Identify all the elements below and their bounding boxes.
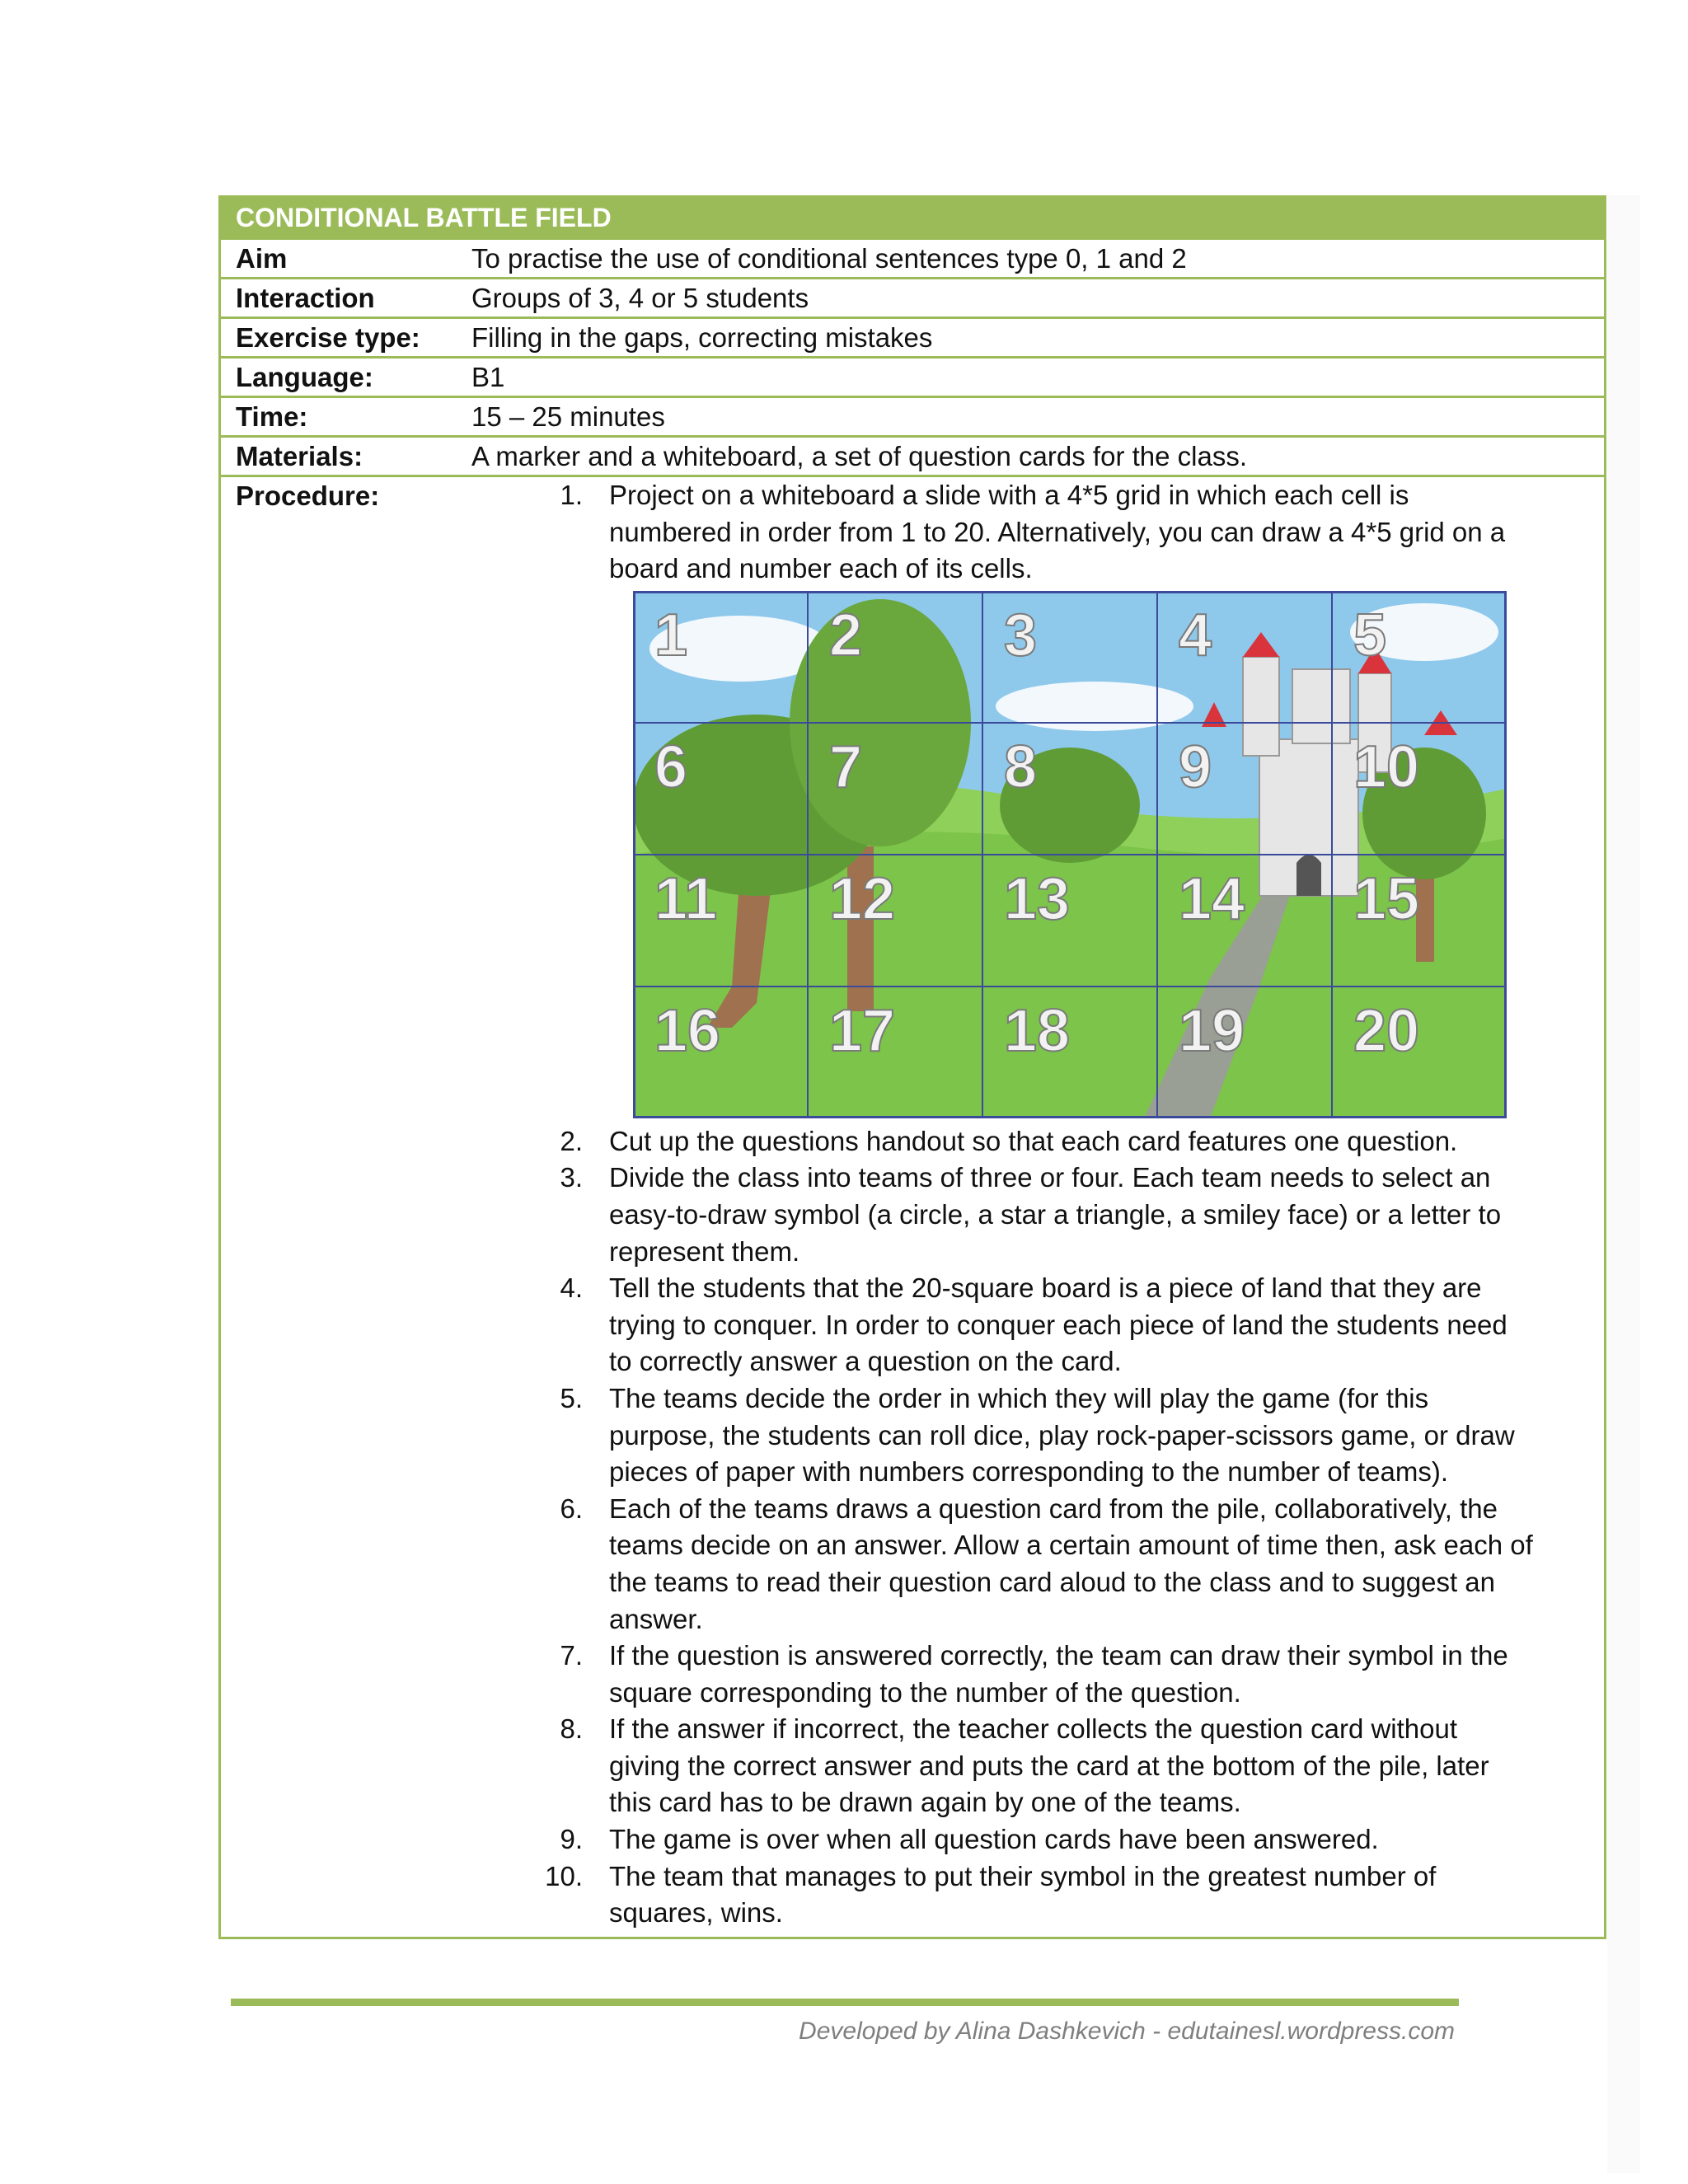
- row-exercise-type: [221, 316, 1604, 356]
- step-text: [583, 1638, 1555, 1711]
- row-procedure: [221, 475, 1604, 1937]
- step-line: the teams to read their question card aloud to the class and to suggest an: [609, 1566, 1496, 1597]
- grid-cell-number: 6: [654, 733, 688, 800]
- row-label: Time:: [236, 401, 308, 432]
- row-label: Procedure:: [236, 480, 380, 511]
- step-line: Tell the students that the 20-square board is a piece of land that they are: [609, 1272, 1482, 1304]
- row-value: A marker and a whiteboard, a set of question cards for the class.: [471, 441, 1247, 471]
- castle-door: [1296, 855, 1321, 896]
- grid-cell-number: 7: [829, 733, 863, 800]
- step-line: Each of the teams draws a question card from the pile, collaboratively, the: [609, 1493, 1498, 1524]
- row-label: Language:: [236, 362, 373, 392]
- battlefield-grid-svg: [633, 591, 1507, 1118]
- step-line: squares, wins.: [609, 1897, 783, 1929]
- step-line: teams decide on an answer. Allow a certain amount of time then, ask each of: [609, 1530, 1533, 1561]
- step-text: [583, 1380, 1555, 1491]
- grid-cell-number: 14: [1179, 865, 1245, 932]
- step-number: 6.: [560, 1493, 583, 1524]
- row-language: [221, 356, 1604, 396]
- castle-tower: [1292, 669, 1350, 743]
- procedure-step: [471, 1123, 1604, 1160]
- step-text: [583, 1270, 1555, 1380]
- procedure-list: [471, 477, 1604, 1937]
- footer-divider: [231, 1999, 1459, 2006]
- grid-cell-number: 12: [829, 865, 896, 932]
- grid-cell-number: 11: [654, 865, 718, 932]
- step-number: 8.: [560, 1713, 583, 1745]
- step-text: [583, 1123, 1555, 1160]
- row-value: To practise the use of conditional sentences type 0, 1 and 2: [471, 243, 1187, 274]
- step-line: Project on a whiteboard a slide with a 4*5 grid in which each cell is: [609, 480, 1409, 510]
- row-value: B1: [471, 362, 505, 392]
- page-edge-shade: [1607, 195, 1640, 2173]
- step-line: this card has to be drawn again by one of the teams.: [609, 1787, 1241, 1818]
- row-label: Materials:: [236, 441, 363, 471]
- grid-cell-number: 16: [654, 997, 721, 1064]
- step-text: [583, 1858, 1555, 1932]
- step-line: The team that manages to put their symbol in the greatest number of: [609, 1860, 1437, 1891]
- grid-cell-number: 15: [1353, 865, 1420, 932]
- grid-cell-number: 9: [1179, 733, 1212, 800]
- step-line: purpose, the students can roll dice, play rock-paper-scissors game, or draw: [609, 1419, 1515, 1451]
- procedure-step: [471, 1821, 1604, 1858]
- procedure-step: [471, 1491, 1604, 1638]
- step-number: 4.: [560, 1272, 583, 1304]
- procedure-step: [471, 1270, 1604, 1380]
- row-value: Filling in the gaps, correcting mistakes: [471, 322, 933, 353]
- step-number: 1.: [560, 480, 583, 510]
- procedure-step: [471, 1160, 1604, 1270]
- step-line: pieces of paper with numbers corresponding to the number of teams).: [609, 1456, 1449, 1488]
- procedure-step: [471, 477, 1604, 588]
- step-text: [583, 1160, 1555, 1270]
- step-number: 7.: [560, 1640, 583, 1671]
- table-title: CONDITIONAL BATTLE FIELD: [221, 198, 1604, 237]
- grid-cell-number: 19: [1179, 997, 1245, 1064]
- grid-cell-number: 4: [1179, 602, 1212, 668]
- row-label: Aim: [236, 243, 288, 274]
- grid-cell-number: 1: [654, 602, 688, 668]
- step-number: 9.: [560, 1824, 583, 1855]
- grid-cell-number: 3: [1004, 602, 1038, 668]
- step-line: If the answer if incorrect, the teacher collects the question card without: [609, 1713, 1458, 1745]
- step-text: [583, 1821, 1555, 1858]
- step-line: The teams decide the order in which they will play the game (for this: [609, 1382, 1429, 1413]
- step-line: board and number each of its cells.: [609, 553, 1033, 584]
- procedure-step: [471, 1638, 1604, 1711]
- castle-tower: [1243, 657, 1279, 756]
- step-line: trying to conquer. In order to conquer each piece of land the students need: [609, 1309, 1507, 1340]
- procedure-step: [471, 1380, 1604, 1491]
- row-label: Interaction: [236, 283, 375, 313]
- row-aim: [221, 237, 1604, 277]
- step-text: [583, 1491, 1555, 1638]
- grid-cell-number: 13: [1004, 865, 1071, 932]
- row-interaction: [221, 277, 1604, 316]
- grid-cell-number: 2: [829, 602, 863, 668]
- grid-cell-number: 17: [829, 997, 896, 1064]
- step-number: 3.: [560, 1162, 583, 1193]
- step-line: Cut up the questions handout so that each card features one question.: [609, 1125, 1458, 1156]
- step-number: 2.: [560, 1125, 583, 1156]
- step-line: Divide the class into teams of three or four. Each team needs to select an: [609, 1162, 1491, 1193]
- step-number: 5.: [560, 1382, 583, 1413]
- row-value: 15 – 25 minutes: [471, 401, 665, 432]
- step-line: numbered in order from 1 to 20. Alternatively, you can draw a 4*5 grid on a: [609, 516, 1506, 547]
- step-number: 10.: [545, 1860, 583, 1891]
- footer-credit: Developed by Alina Dashkevich - edutainesl.wordpress.com: [799, 2018, 1455, 2045]
- grid-cell-number: 8: [1004, 733, 1038, 800]
- procedure-step: [471, 1711, 1604, 1821]
- row-label: Exercise type:: [236, 322, 420, 353]
- step-line: answer.: [609, 1603, 703, 1634]
- step-line: easy-to-draw symbol (a circle, a star a triangle, a smiley face) or a letter to: [609, 1198, 1502, 1230]
- procedure-step: [471, 1858, 1604, 1932]
- battlefield-grid-image: [633, 591, 1507, 1118]
- row-value: Groups of 3, 4 or 5 students: [471, 283, 809, 313]
- grid-cell-number: 5: [1353, 602, 1387, 668]
- grid-cell-number: 10: [1353, 733, 1420, 800]
- step-text: [583, 1711, 1555, 1821]
- step-line: If the question is answered correctly, the team can draw their symbol in the: [609, 1640, 1508, 1671]
- step-line: represent them.: [609, 1235, 800, 1267]
- step-line: to correctly answer a question on the card.: [609, 1346, 1122, 1377]
- grid-cell-number: 18: [1004, 997, 1071, 1064]
- step-line: The game is over when all question cards have been answered.: [609, 1824, 1379, 1855]
- row-materials: [221, 435, 1604, 475]
- step-line: giving the correct answer and puts the card at the bottom of the pile, later: [609, 1750, 1489, 1781]
- step-line: square corresponding to the number of the question.: [609, 1676, 1241, 1708]
- lesson-plan-table: [218, 195, 1606, 1939]
- grid-cell-number: 20: [1353, 997, 1420, 1064]
- row-time: [221, 396, 1604, 435]
- step-text: [583, 477, 1555, 588]
